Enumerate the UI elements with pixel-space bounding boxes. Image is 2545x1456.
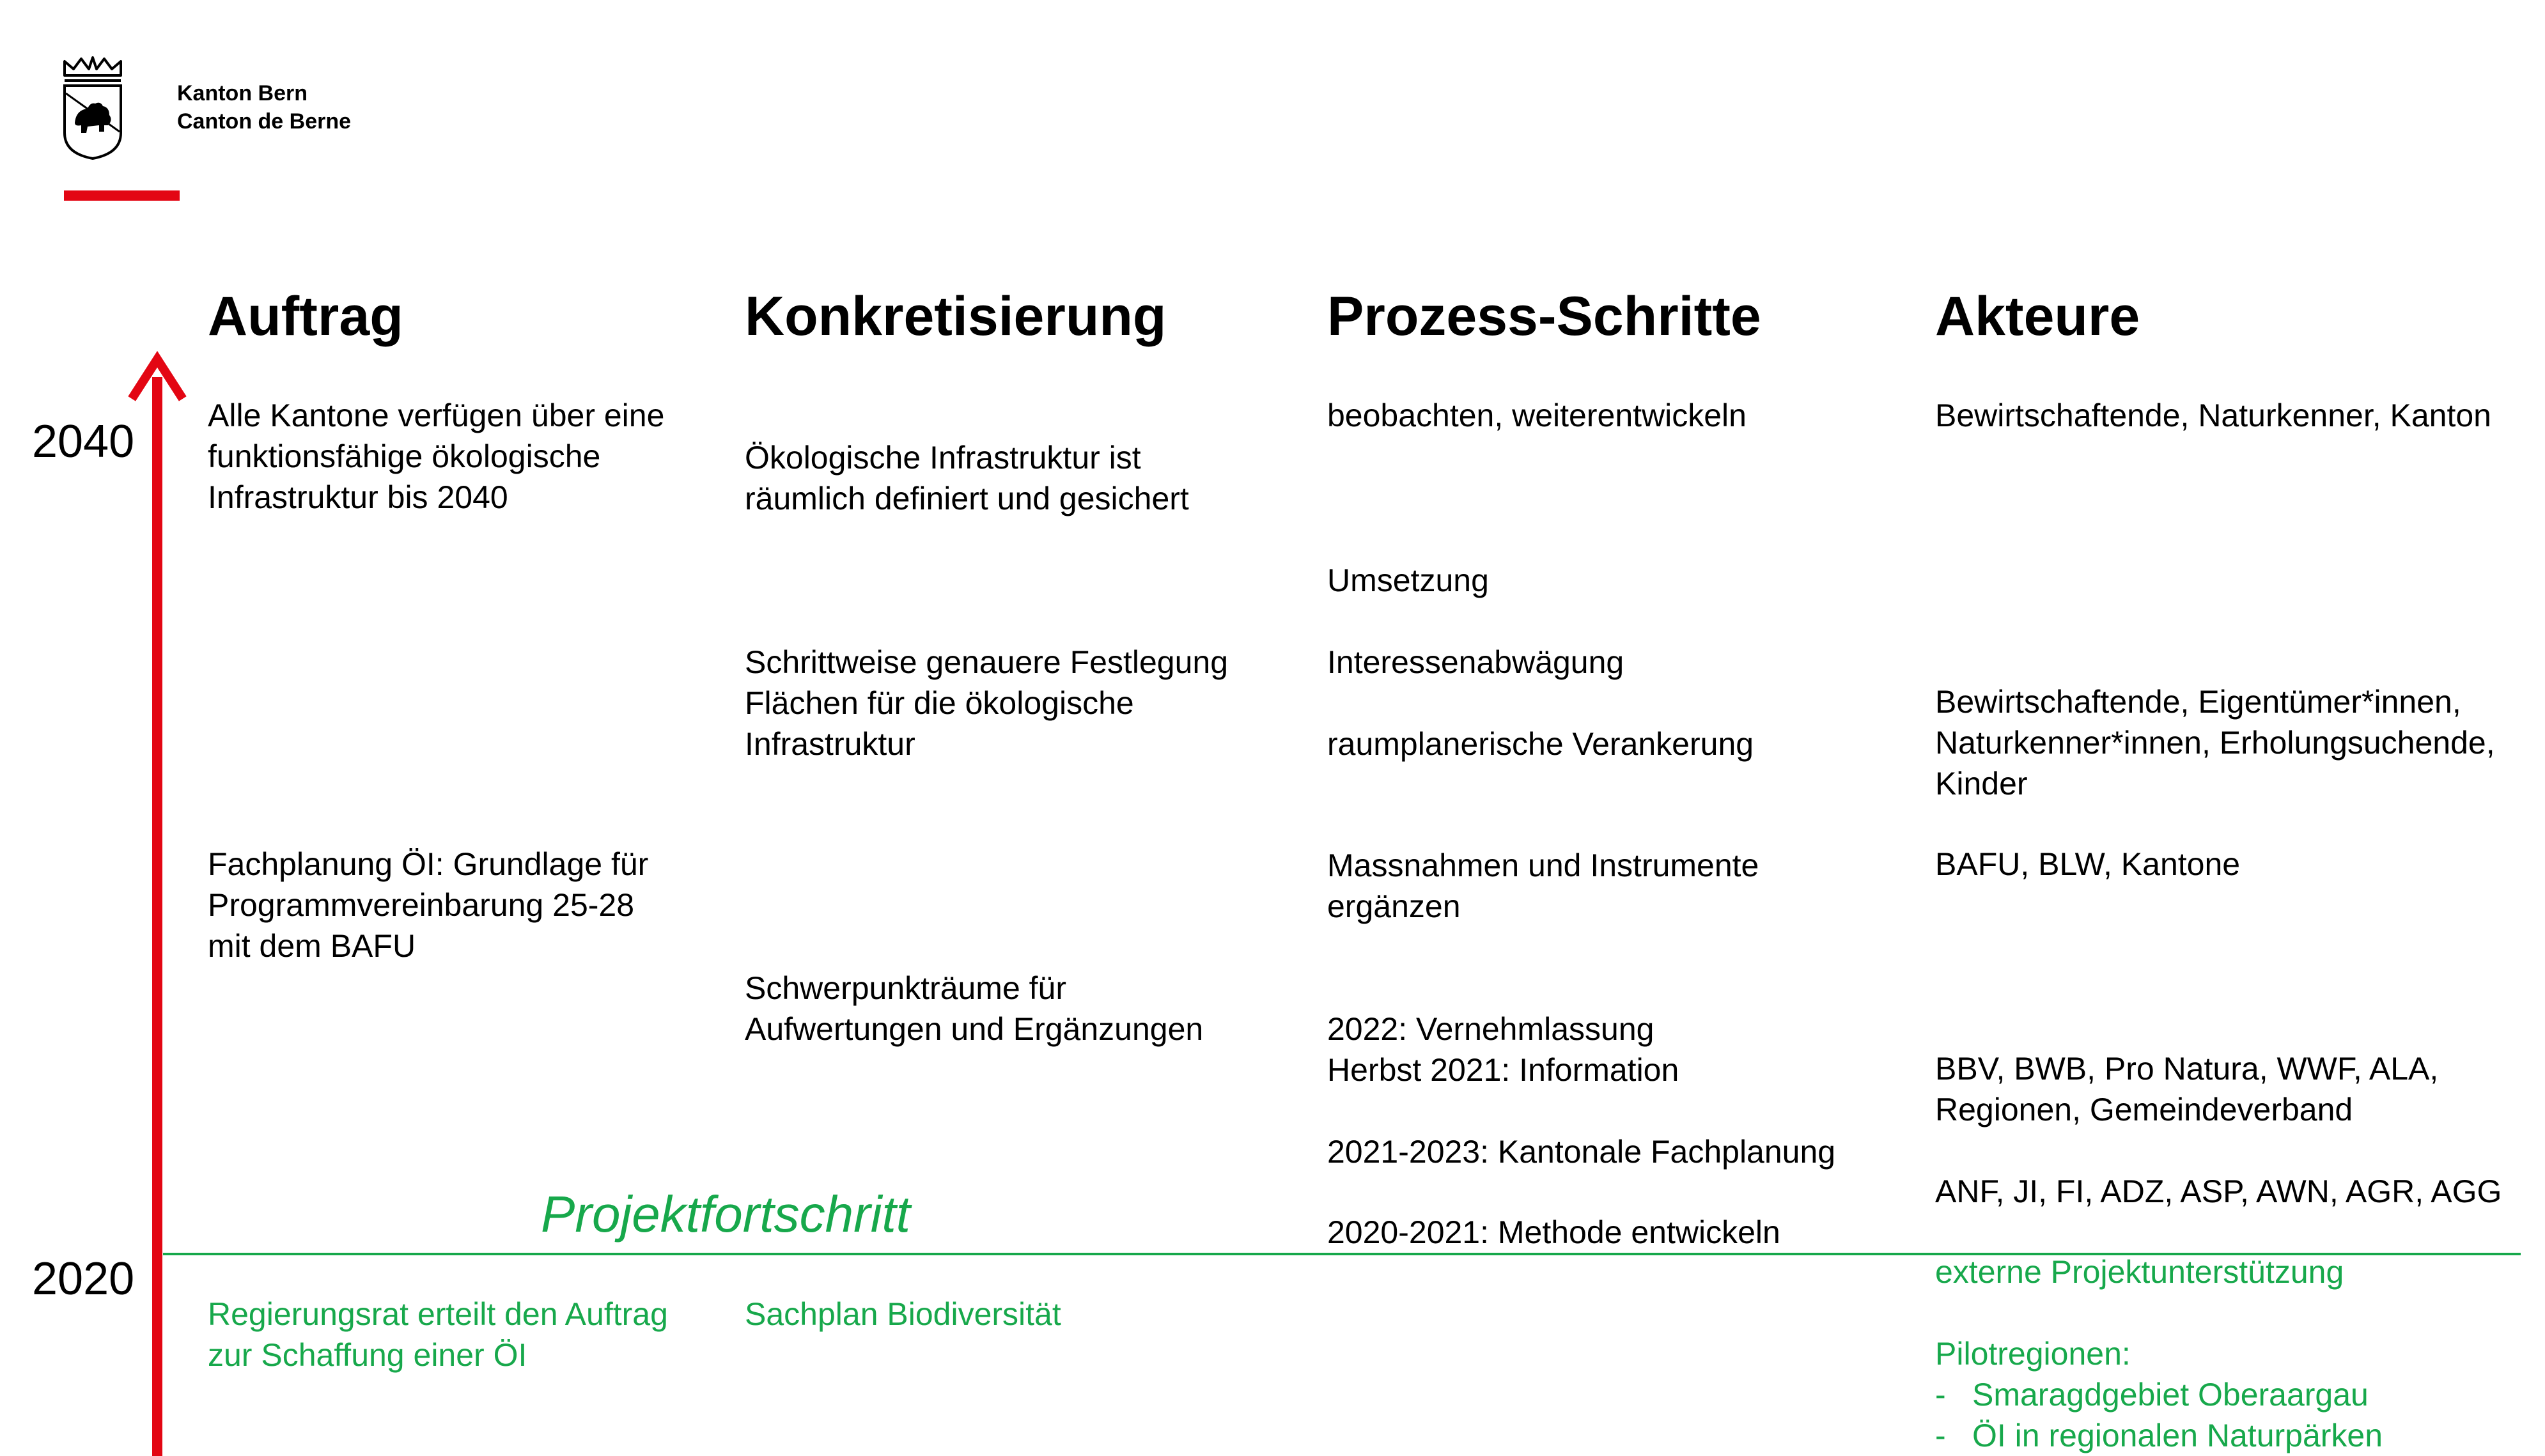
prozess-step-fachplanung: 2021-2023: Kantonale Fachplanung — [1327, 1134, 1836, 1170]
konkretisierung-item-sachplan: Sachplan Biodiversität — [745, 1296, 1061, 1332]
akteure-verbaende: BBV, BWB, Pro Natura, WWF, ALA, Regionen, Gemeindeverband — [1935, 1051, 2439, 1127]
progress-label: Projektfortschritt — [541, 1186, 910, 1243]
list-bullet: - — [1935, 1418, 1946, 1453]
akteure-extern: externe Projektunterstützung — [1935, 1254, 2344, 1290]
prozess-step-massnahmen: Massnahmen und Instrumente ergänzen — [1327, 848, 1759, 924]
pilotregionen-heading: Pilotregionen: — [1935, 1336, 2131, 1372]
prozess-step-vernehmlassung: 2022: Vernehmlassung — [1327, 1011, 1654, 1047]
akteure-bund: BAFU, BLW, Kantone — [1935, 846, 2241, 882]
pilotregion-item: - Smaragdgebiet Oberaargau — [1935, 1374, 2369, 1415]
prozess-step-beobachten: beobachten, weiterentwickeln — [1327, 398, 1747, 433]
heading-auftrag: Auftrag — [208, 286, 403, 347]
pilotregion-item: - ÖI in regionalen Naturpärken — [1935, 1415, 2383, 1456]
konkretisierung-item-festlegung: Schrittweise genauere Festlegung Flächen für die ökologische Infrastruktur — [745, 644, 1229, 762]
year-2020-label: 2020 — [32, 1253, 135, 1305]
heading-akteure: Akteure — [1935, 286, 2140, 347]
list-bullet: - — [1935, 1377, 1946, 1413]
auftrag-item-2020: Regierungsrat erteilt den Auftrag zur Schaffung einer ÖI — [208, 1296, 668, 1373]
heading-prozess-schritte: Prozess-Schritte — [1327, 286, 1761, 347]
prozess-step-raumplanung: raumplanerische Verankerung — [1327, 726, 1754, 762]
prozess-step-umsetzung: Umsetzung — [1327, 562, 1489, 598]
org-name-fr: Canton de Berne — [177, 109, 352, 134]
year-2040-label: 2040 — [32, 416, 135, 467]
akteure-aemter: ANF, JI, FI, ADZ, ASP, AWN, AGR, AGG — [1935, 1173, 2502, 1209]
auftrag-item-2040: Alle Kantone verfügen über eine funktionsfähige ökologische Infrastruktur bis 2040 — [208, 398, 665, 515]
org-name-de: Kanton Bern — [177, 81, 307, 105]
akteure-top: Bewirtschaftende, Naturkenner, Kanton — [1935, 398, 2491, 433]
auftrag-item-fachplanung: Fachplanung ÖI: Grundlage für Programmvereinbarung 25-28 mit dem BAFU — [208, 846, 649, 964]
prozess-step-information: Herbst 2021: Information — [1327, 1052, 1679, 1088]
akteure-mid: Bewirtschaftende, Eigentümer*innen, Naturkenner*innen, Erholungsuchende, Kinder — [1935, 684, 2495, 802]
heading-konkretisierung: Konkretisierung — [745, 286, 1167, 347]
prozess-step-interessen: Interessenabwägung — [1327, 644, 1624, 680]
timeline-axis — [0, 0, 192, 1456]
prozess-step-methode: 2020-2021: Methode entwickeln — [1327, 1214, 1780, 1250]
konkretisierung-item-infrastruktur: Ökologische Infrastruktur ist räumlich definiert und gesichert — [745, 440, 1189, 516]
konkretisierung-item-schwerpunkt: Schwerpunkträume für Aufwertungen und Ergänzungen — [745, 970, 1204, 1047]
